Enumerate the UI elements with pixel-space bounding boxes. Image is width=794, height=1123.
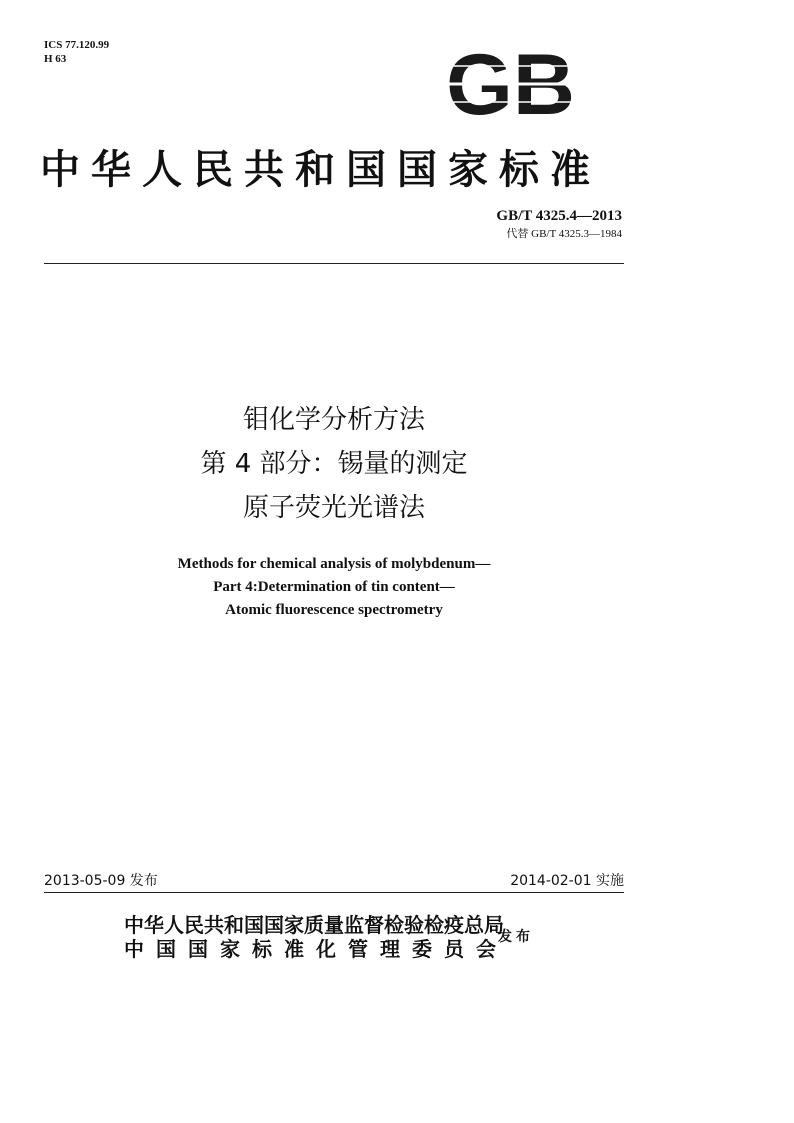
- chinese-title-line-1: 钼化学分析方法: [242, 405, 425, 435]
- issuer-line-1: 中华人民共和国国家质量监督检验检疫总局: [124, 913, 504, 937]
- ccs-code: H 63: [44, 53, 67, 65]
- chinese-title: [44, 398, 624, 530]
- issuer-line-2: 中国国家标准化管理委员会: [124, 937, 508, 961]
- top-divider: [44, 263, 624, 264]
- gb-logo: [440, 44, 588, 124]
- english-title-line-3: Atomic fluorescence spectrometry: [225, 602, 443, 618]
- standard-number: GB/T 4325.4—2013: [496, 208, 622, 224]
- issue-date: 2013-05-09 发布: [44, 873, 158, 889]
- english-title-line-1: Methods for chemical analysis of molybdenum—: [177, 556, 491, 572]
- standard-title: 中华人民共和国国家标准: [40, 146, 601, 193]
- english-title: [44, 553, 624, 622]
- chinese-title-line-2: 第 4 部分：锡量的测定: [200, 449, 468, 479]
- implementation-date: 2014-02-01 实施: [510, 873, 624, 889]
- classification-codes: [44, 38, 109, 66]
- standard-code-block: [400, 208, 622, 241]
- ics-code: ICS 77.120.99: [44, 39, 110, 51]
- bottom-divider: [44, 892, 624, 893]
- replaces-standard: 代替 GB/T 4325.3—1984: [506, 228, 622, 240]
- chinese-title-line-3: 原子荧光光谱法: [242, 493, 425, 523]
- english-title-line-2: Part 4:Determination of tin content—: [213, 579, 455, 595]
- svg-text:GB: GB: [446, 44, 575, 124]
- issuing-authorities: [124, 913, 508, 961]
- publish-label: 发布: [498, 929, 534, 945]
